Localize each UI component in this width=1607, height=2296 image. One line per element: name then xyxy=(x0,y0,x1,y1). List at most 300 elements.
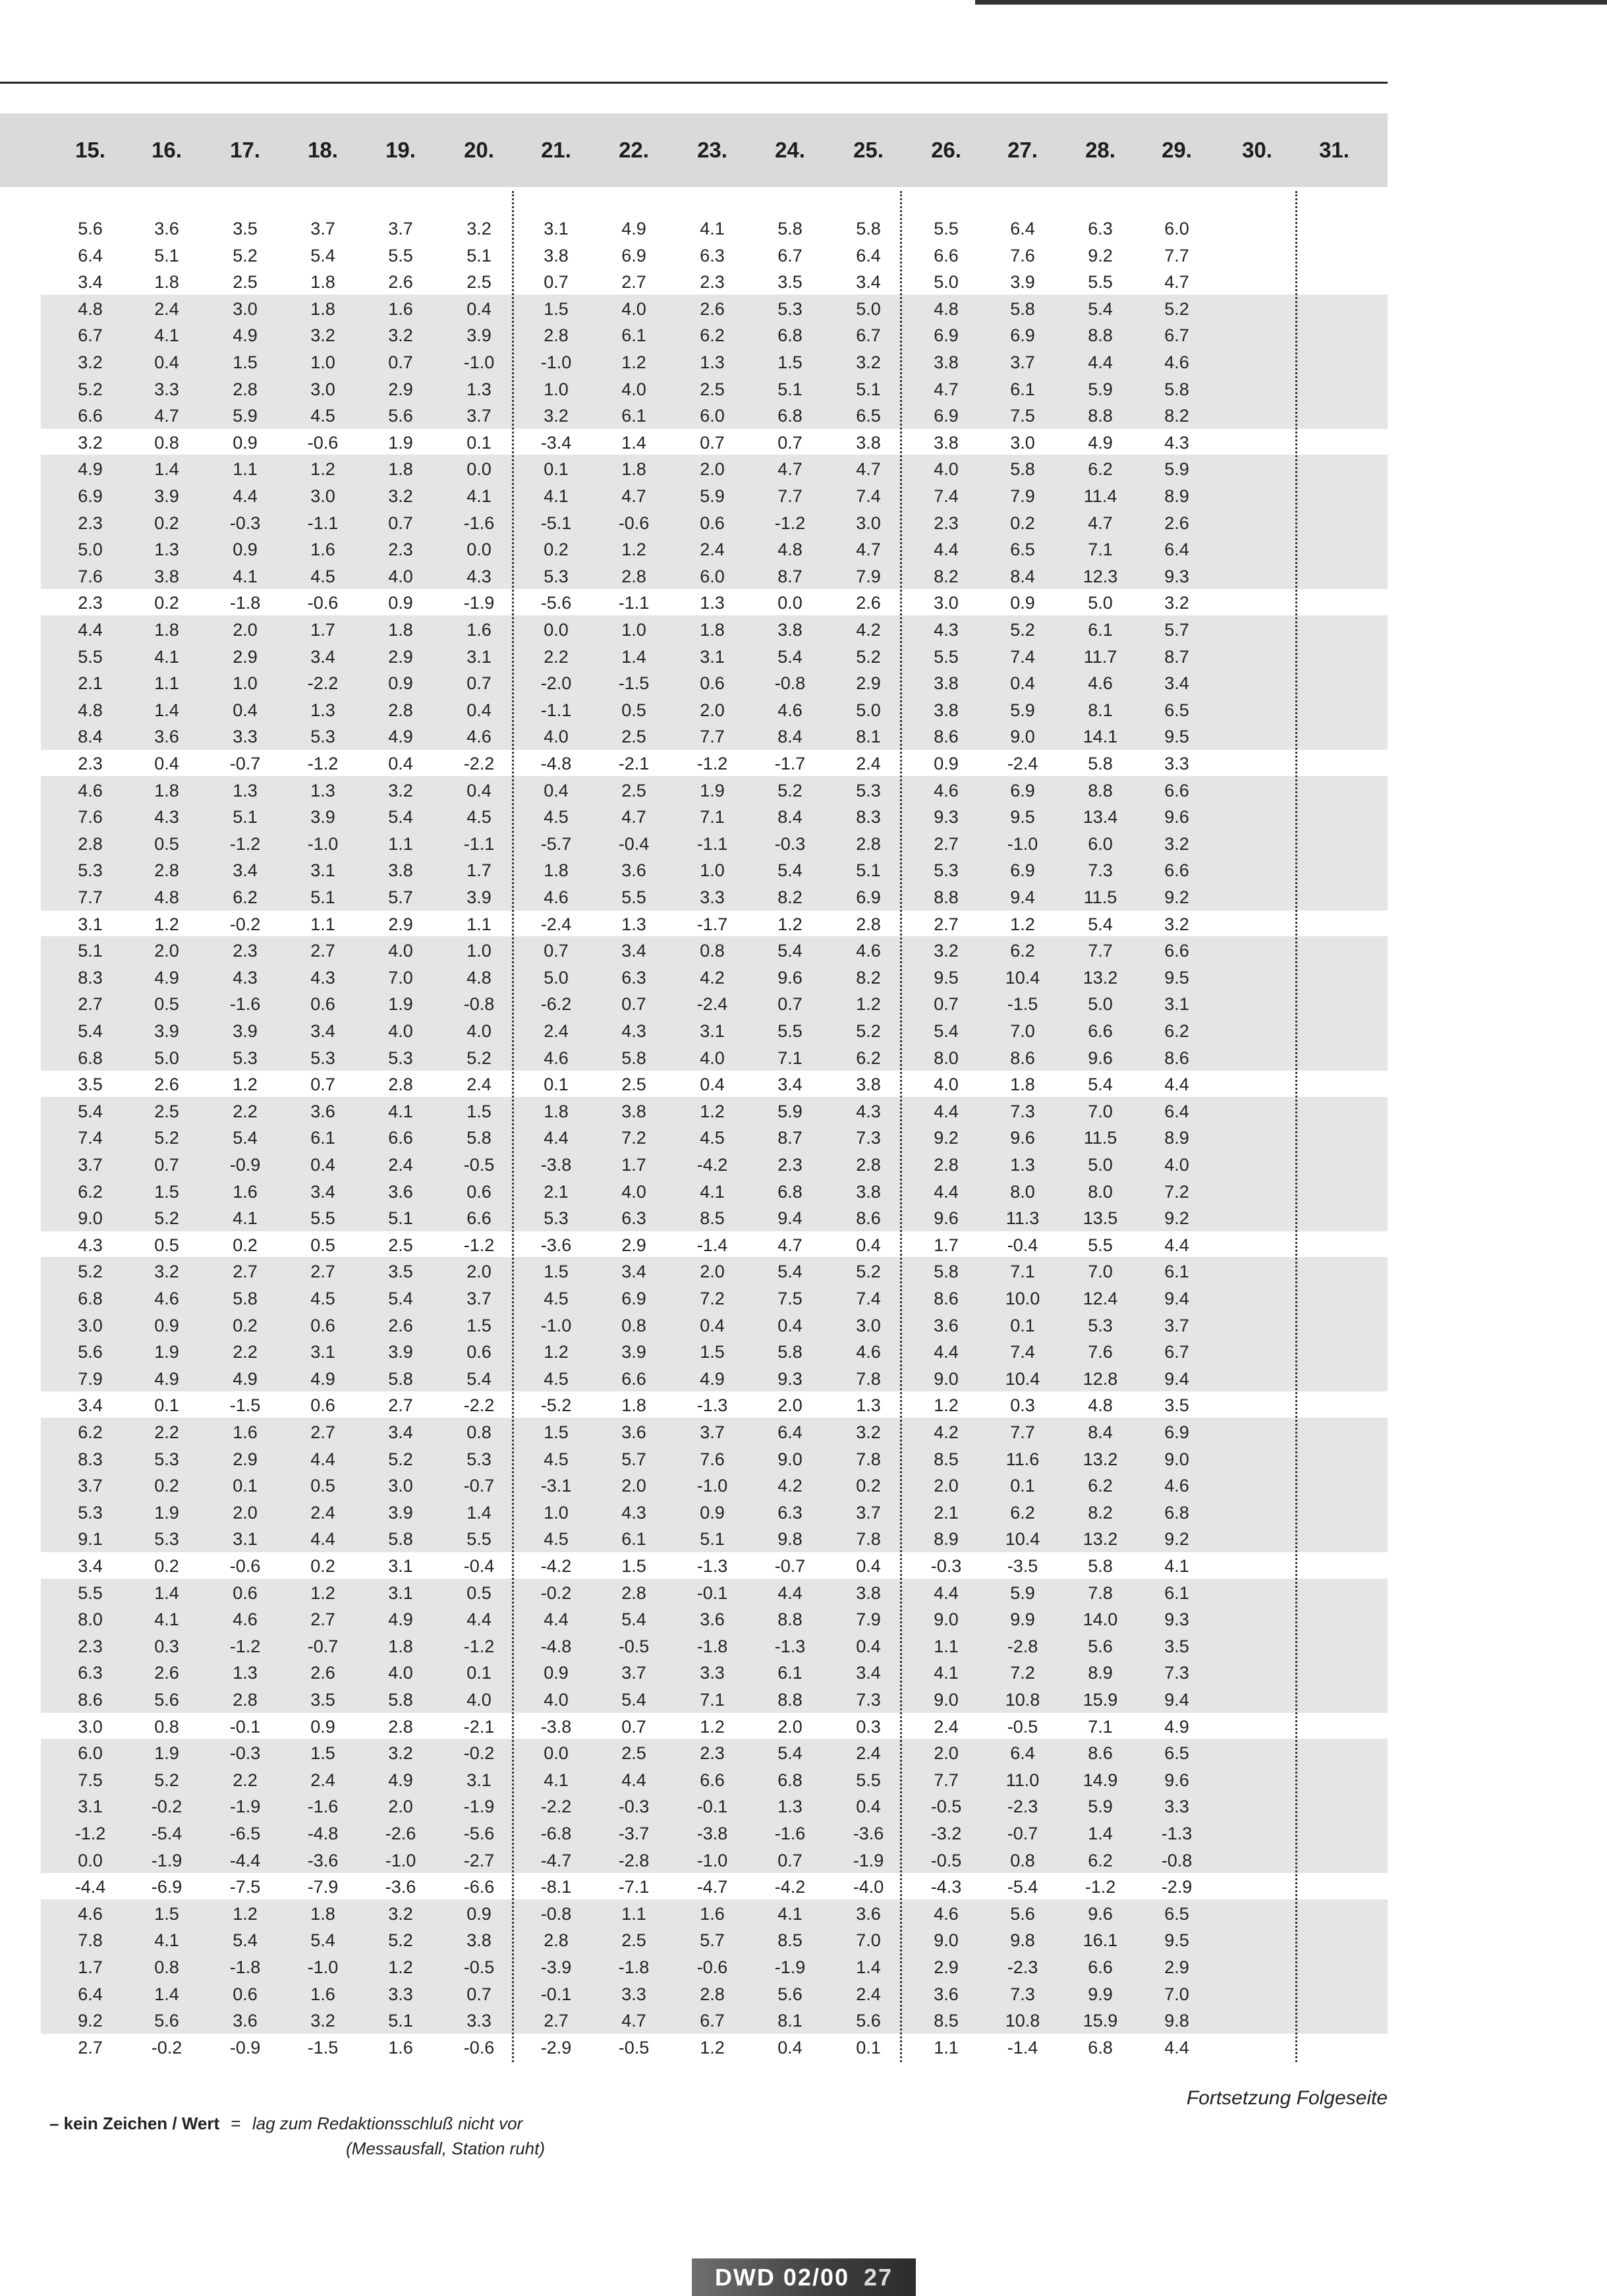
table-cell: 7.3 xyxy=(1010,1101,1035,1121)
table-cell: 6.3 xyxy=(777,1502,803,1523)
table-cell: 1.8 xyxy=(310,1903,335,1924)
table-cell: 0.1 xyxy=(544,459,569,480)
table-cell: 4.8 xyxy=(466,967,492,988)
table-cell: 3.2 xyxy=(310,2011,335,2031)
table-cell: 4.5 xyxy=(700,1128,725,1148)
table-cell: 6.1 xyxy=(1164,1262,1189,1282)
table-cell: 4.9 xyxy=(388,1770,413,1790)
table-cell: 7.5 xyxy=(78,1770,103,1790)
table-cell: 4.1 xyxy=(544,486,569,506)
table-cell: 7.8 xyxy=(856,1449,881,1469)
table-cell: 0.4 xyxy=(154,754,179,773)
table-cell: -1.3 xyxy=(696,1395,728,1416)
table-cell: 2.9 xyxy=(934,1957,959,1977)
publication-label: DWD 02/00 xyxy=(714,2264,850,2291)
table-cell: 5.0 xyxy=(856,700,881,720)
table-cell: -6.6 xyxy=(463,1877,495,1897)
table-cell: 9.0 xyxy=(934,1690,959,1710)
table-cell: 3.4 xyxy=(856,272,881,293)
table-cell: 0.9 xyxy=(466,1903,492,1924)
table-cell: 1.3 xyxy=(154,540,179,560)
table-cell: 2.6 xyxy=(154,1075,179,1095)
table-cell: 3.8 xyxy=(621,1101,646,1121)
table-cell: 7.7 xyxy=(1010,1422,1035,1442)
table-cell: 5.0 xyxy=(1088,593,1113,613)
table-cell: -1.2 xyxy=(696,754,728,773)
table-cell: 0.4 xyxy=(544,780,569,800)
table-cell: 3.1 xyxy=(78,1797,103,1817)
table-cell: 3.5 xyxy=(233,219,258,238)
table-cell: 3.6 xyxy=(934,1984,959,2004)
table-cell: 3.1 xyxy=(700,646,725,667)
table-cell: 8.3 xyxy=(78,1449,103,1469)
table-cell: 8.9 xyxy=(1088,1663,1113,1683)
table-cell: 0.7 xyxy=(388,352,413,372)
table-cell: 4.8 xyxy=(154,887,179,907)
table-cell: 1.3 xyxy=(466,379,492,399)
table-cell: 4.6 xyxy=(856,1342,881,1362)
table-cell: 1.2 xyxy=(233,1903,258,1924)
table-cell: -4.4 xyxy=(229,1850,261,1870)
table-cell: 3.0 xyxy=(856,513,881,533)
table-cell: 4.7 xyxy=(621,486,646,506)
table-cell: 3.0 xyxy=(78,1716,103,1737)
table-cell: 2.2 xyxy=(544,646,569,667)
table-cell: 5.4 xyxy=(310,1930,335,1951)
table-cell: 9.6 xyxy=(777,967,803,988)
table-cell: -1.0 xyxy=(307,1957,339,1977)
column-header-day: 15. xyxy=(75,138,105,162)
table-cell: -1.2 xyxy=(307,754,339,773)
table-cell: -0.7 xyxy=(307,1636,339,1656)
table-cell: 2.0 xyxy=(233,620,258,640)
table-cell: -1.9 xyxy=(853,1850,884,1870)
table-cell: 5.2 xyxy=(856,646,881,667)
table-cell: 4.0 xyxy=(466,1021,492,1041)
table-cell: 2.1 xyxy=(78,673,103,694)
table-cell: 0.6 xyxy=(466,1181,492,1202)
table-cell: 9.0 xyxy=(934,1610,959,1630)
table-cell: -1.2 xyxy=(74,1824,106,1843)
table-cell: 1.0 xyxy=(466,941,492,961)
table-cell: 3.2 xyxy=(388,780,413,800)
table-cell: 5.2 xyxy=(154,1128,179,1148)
table-cell: 3.1 xyxy=(78,914,103,934)
table-cell: 1.2 xyxy=(777,914,803,934)
table-cell: 2.1 xyxy=(544,1181,569,1202)
table-cell: -2.6 xyxy=(385,1824,416,1843)
table-cell: 4.9 xyxy=(78,459,103,480)
table-cell: 2.4 xyxy=(934,1716,959,1737)
table-cell: 9.9 xyxy=(1010,1610,1035,1630)
table-cell: 2.7 xyxy=(310,1262,335,1282)
table-cell: 3.2 xyxy=(388,1743,413,1764)
table-cell: 4.2 xyxy=(777,1476,803,1496)
table-cell: 7.7 xyxy=(78,887,103,907)
table-cell: 3.9 xyxy=(466,887,492,907)
table-cell: 4.1 xyxy=(233,566,258,586)
table-cell: 9.5 xyxy=(1164,1930,1189,1951)
table-cell: 0.8 xyxy=(700,941,725,961)
table-cell: 0.2 xyxy=(1010,513,1035,533)
table-cell: 6.8 xyxy=(78,1289,103,1308)
table-cell: 6.3 xyxy=(621,1208,646,1229)
table-cell: 2.4 xyxy=(700,540,725,560)
table-cell: 4.5 xyxy=(310,566,335,586)
table-cell: 5.9 xyxy=(777,1101,803,1121)
table-cell: 6.5 xyxy=(1164,700,1189,720)
table-cell: 1.1 xyxy=(310,914,335,934)
table-cell: -1.4 xyxy=(1007,2037,1038,2058)
table-cell: 7.2 xyxy=(700,1289,725,1308)
table-cell: 1.9 xyxy=(388,432,413,453)
table-cell: 1.4 xyxy=(154,459,179,480)
table-cell: 5.4 xyxy=(310,245,335,266)
table-cell: -2.1 xyxy=(463,1716,495,1737)
table-cell: 4.7 xyxy=(777,1235,803,1255)
table-cell: 2.1 xyxy=(934,1502,959,1523)
table-cell: 0.1 xyxy=(233,1476,258,1496)
column-header-day: 26. xyxy=(931,138,961,162)
table-cell: 8.6 xyxy=(1010,1048,1035,1068)
table-cell: -0.7 xyxy=(1007,1824,1038,1843)
table-cell: 3.3 xyxy=(700,887,725,907)
table-cell: 0.7 xyxy=(621,994,646,1015)
table-cell: 6.6 xyxy=(78,406,103,426)
table-cell: 4.6 xyxy=(1164,1476,1189,1496)
table-cell: 8.2 xyxy=(1088,1502,1113,1523)
table-cell: 3.1 xyxy=(310,860,335,881)
table-cell: 0.4 xyxy=(777,1315,803,1335)
table-cell: 5.3 xyxy=(1088,1315,1113,1335)
table-cell: 0.2 xyxy=(154,513,179,533)
table-cell: 6.5 xyxy=(1164,1903,1189,1924)
table-cell: 8.6 xyxy=(934,727,959,747)
table-cell: 0.1 xyxy=(1010,1476,1035,1496)
table-cell: 2.5 xyxy=(154,1101,179,1121)
table-cell: 2.0 xyxy=(233,1502,258,1523)
table-cell: 0.5 xyxy=(154,994,179,1015)
table-cell: -0.3 xyxy=(618,1797,650,1817)
table-cell: -2.7 xyxy=(463,1850,495,1870)
table-cell: 4.8 xyxy=(1088,1395,1113,1416)
table-cell: 1.3 xyxy=(1010,1155,1035,1175)
table-cell: 0.0 xyxy=(78,1850,103,1870)
table-cell: 4.0 xyxy=(934,459,959,480)
table-cell: 2.7 xyxy=(544,2011,569,2031)
table-cell: 2.7 xyxy=(934,833,959,854)
table-cell: 7.7 xyxy=(934,1770,959,1790)
table-cell: 5.4 xyxy=(78,1021,103,1041)
table-cell: -3.7 xyxy=(618,1824,650,1843)
table-cell: 2.4 xyxy=(310,1502,335,1523)
table-cell: 1.8 xyxy=(388,459,413,480)
table-cell: 5.8 xyxy=(1088,1556,1113,1576)
table-cell: 9.5 xyxy=(1164,727,1189,747)
table-cell: -0.2 xyxy=(463,1743,495,1764)
table-cell: -4.8 xyxy=(307,1824,339,1843)
column-header-day: 16. xyxy=(152,138,182,162)
table-cell: 2.6 xyxy=(310,1663,335,1683)
table-cell: 5.3 xyxy=(310,1048,335,1068)
table-cell: -1.3 xyxy=(774,1636,806,1656)
table-cell: 9.4 xyxy=(777,1208,803,1229)
table-cell: 2.0 xyxy=(621,1476,646,1496)
column-group-divider xyxy=(900,191,902,2062)
table-cell: 0.4 xyxy=(700,1315,725,1335)
table-cell: 2.8 xyxy=(700,1984,725,2004)
table-cell: -2.0 xyxy=(540,673,572,694)
table-cell: 3.3 xyxy=(1164,1797,1189,1817)
table-cell: 3.8 xyxy=(856,1582,881,1603)
column-header-day: 25. xyxy=(853,138,884,162)
table-cell: 6.1 xyxy=(621,1529,646,1550)
table-cell: 0.7 xyxy=(777,432,803,453)
table-cell: 2.9 xyxy=(233,646,258,667)
table-cell: 3.8 xyxy=(544,245,569,266)
table-cell: 4.4 xyxy=(934,540,959,560)
table-cell: 0.7 xyxy=(466,673,492,694)
table-cell: 2.3 xyxy=(388,540,413,560)
table-cell: 5.3 xyxy=(78,1502,103,1523)
table-cell: 6.3 xyxy=(700,245,725,266)
table-cell: -0.9 xyxy=(229,1155,261,1175)
table-cell: -3.9 xyxy=(540,1957,572,1977)
table-cell: -1.8 xyxy=(229,593,261,613)
table-cell: 9.0 xyxy=(934,1368,959,1389)
table-cell: 3.4 xyxy=(78,1556,103,1576)
table-cell: 1.8 xyxy=(544,1101,569,1121)
table-cell: 0.8 xyxy=(466,1422,492,1442)
table-cell: 0.4 xyxy=(466,298,492,319)
table-cell: 5.4 xyxy=(777,941,803,961)
table-cell: 8.3 xyxy=(856,807,881,827)
table-cell: 6.8 xyxy=(1088,2037,1113,2058)
table-cell: 2.4 xyxy=(544,1021,569,1041)
table-cell: -5.2 xyxy=(540,1395,572,1416)
table-cell: 8.8 xyxy=(1088,780,1113,800)
table-cell: 3.6 xyxy=(154,219,179,238)
table-cell: 3.4 xyxy=(78,1395,103,1416)
table-cell: 3.7 xyxy=(388,219,413,238)
table-cell: -1.1 xyxy=(696,833,728,854)
table-cell: 8.8 xyxy=(934,887,959,907)
table-cell: 5.3 xyxy=(856,780,881,800)
table-cell: 4.0 xyxy=(388,1021,413,1041)
table-cell: 0.5 xyxy=(310,1235,335,1255)
table-cell: 4.1 xyxy=(777,1903,803,1924)
table-cell: -2.2 xyxy=(540,1797,572,1817)
table-cell: 2.0 xyxy=(466,1262,492,1282)
table-cell: 3.8 xyxy=(388,860,413,881)
table-cell: 4.6 xyxy=(544,887,569,907)
table-cell: 0.0 xyxy=(544,1743,569,1764)
table-cell: 3.8 xyxy=(777,620,803,640)
table-cell: 9.8 xyxy=(1164,2011,1189,2031)
table-cell: 8.9 xyxy=(1164,1128,1189,1148)
table-cell: 8.9 xyxy=(934,1529,959,1550)
table-cell: 7.2 xyxy=(1164,1181,1189,1202)
table-cell: 5.4 xyxy=(621,1690,646,1710)
table-cell: -1.3 xyxy=(696,1556,728,1576)
table-cell: 7.0 xyxy=(1164,1984,1189,2004)
table-cell: 3.9 xyxy=(154,1021,179,1041)
table-cell: 1.3 xyxy=(233,780,258,800)
table-cell: 3.6 xyxy=(621,860,646,881)
table-cell: 2.8 xyxy=(154,860,179,881)
table-cell: 5.1 xyxy=(78,941,103,961)
table-cell: 1.6 xyxy=(388,2037,413,2058)
table-cell: 6.8 xyxy=(78,1048,103,1068)
table-cell: 5.3 xyxy=(777,298,803,319)
table-cell: 0.7 xyxy=(777,994,803,1015)
table-cell: 6.1 xyxy=(621,325,646,346)
table-cell: 6.9 xyxy=(1010,780,1035,800)
column-header-day: 27. xyxy=(1007,138,1038,162)
table-cell: 1.4 xyxy=(466,1502,492,1523)
table-cell: 6.9 xyxy=(934,325,959,346)
table-cell: 5.5 xyxy=(388,245,413,266)
table-cell: 4.8 xyxy=(934,298,959,319)
table-cell: 5.0 xyxy=(856,298,881,319)
footnote-equals: = xyxy=(231,2114,241,2133)
table-cell: 8.8 xyxy=(777,1690,803,1710)
table-cell: 0.2 xyxy=(233,1235,258,1255)
table-cell: 3.5 xyxy=(310,1690,335,1710)
table-cell: 7.6 xyxy=(78,566,103,586)
table-cell: 2.6 xyxy=(388,1315,413,1335)
table-cell: 0.2 xyxy=(154,1556,179,1576)
table-cell: 9.8 xyxy=(777,1529,803,1550)
table-cell: 6.2 xyxy=(1088,459,1113,480)
table-cell: 1.6 xyxy=(233,1422,258,1442)
table-cell: 11.3 xyxy=(1005,1208,1040,1229)
table-cell: -2.4 xyxy=(1007,754,1038,773)
table-cell: 2.4 xyxy=(856,754,881,773)
table-cell: 3.7 xyxy=(78,1476,103,1496)
table-cell: 2.9 xyxy=(856,673,881,694)
table-cell: -1.5 xyxy=(618,673,650,694)
table-cell: 8.4 xyxy=(78,727,103,747)
table-cell: 2.9 xyxy=(388,646,413,667)
table-cell: 4.9 xyxy=(621,219,646,238)
table-cell: -1.2 xyxy=(463,1636,495,1656)
table-cell: 1.0 xyxy=(544,1502,569,1523)
table-cell: 5.2 xyxy=(1164,298,1189,319)
table-cell: 9.3 xyxy=(1164,566,1189,586)
table-cell: 3.5 xyxy=(388,1262,413,1282)
table-cell: 1.0 xyxy=(233,673,258,694)
table-cell: 3.8 xyxy=(154,566,179,586)
table-cell: 6.7 xyxy=(856,325,881,346)
table-cell: 10.4 xyxy=(1005,967,1040,988)
table-cell: 13.2 xyxy=(1083,967,1118,988)
table-cell: -0.4 xyxy=(463,1556,495,1576)
table-cell: 1.5 xyxy=(621,1556,646,1576)
table-cell: 5.8 xyxy=(856,219,881,238)
table-cell: 6.9 xyxy=(1164,1422,1189,1442)
table-cell: 3.8 xyxy=(856,1075,881,1095)
table-cell: 0.5 xyxy=(154,833,179,854)
table-cell: 3.1 xyxy=(700,1021,725,1041)
table-cell: 6.1 xyxy=(310,1128,335,1148)
table-cell: 5.0 xyxy=(1088,994,1113,1015)
table-cell: 1.6 xyxy=(466,620,492,640)
table-cell: 4.3 xyxy=(466,566,492,586)
table-cell: -2.2 xyxy=(463,1395,495,1416)
table-cell: 5.0 xyxy=(1088,1155,1113,1175)
table-cell: -1.0 xyxy=(540,1315,572,1335)
table-cell: 2.2 xyxy=(154,1422,179,1442)
table-cell: 6.1 xyxy=(1088,620,1113,640)
table-cell: 3.0 xyxy=(856,1315,881,1335)
table-cell: 2.5 xyxy=(233,272,258,293)
column-header-day: 20. xyxy=(464,138,494,162)
table-cell: 9.5 xyxy=(1164,967,1189,988)
table-cell: -5.4 xyxy=(151,1824,183,1843)
table-cell: -0.3 xyxy=(930,1556,962,1576)
table-cell: 5.3 xyxy=(388,1048,413,1068)
table-cell: 3.8 xyxy=(934,432,959,453)
table-cell: 4.1 xyxy=(700,219,725,238)
table-cell: 4.9 xyxy=(310,1368,335,1389)
table-cell: 6.6 xyxy=(1164,860,1189,881)
table-cell: 5.1 xyxy=(856,379,881,399)
table-cell: 6.3 xyxy=(78,1663,103,1683)
table-cell: 2.8 xyxy=(856,1155,881,1175)
table-cell: 1.3 xyxy=(310,780,335,800)
table-cell: 3.7 xyxy=(466,1289,492,1308)
table-cell: 9.0 xyxy=(934,1930,959,1951)
table-cell: 2.9 xyxy=(233,1449,258,1469)
table-cell: 2.7 xyxy=(621,272,646,293)
table-cell: 5.3 xyxy=(154,1529,179,1550)
table-cell: 9.4 xyxy=(1164,1289,1189,1308)
table-cell: 2.4 xyxy=(856,1984,881,2004)
table-cell: 2.4 xyxy=(310,1770,335,1790)
table-cell: -1.4 xyxy=(696,1235,728,1255)
table-cell: 1.9 xyxy=(388,994,413,1015)
table-cell: 6.3 xyxy=(1088,219,1113,238)
table-cell: 8.0 xyxy=(1088,1181,1113,1202)
table-cell: -1.2 xyxy=(774,513,806,533)
table-cell: 6.6 xyxy=(1164,941,1189,961)
table-cell: 1.5 xyxy=(700,1342,725,1362)
table-cell: -1.9 xyxy=(463,593,495,613)
table-cell: 0.4 xyxy=(310,1155,335,1175)
column-header-day: 22. xyxy=(619,138,649,162)
table-cell: 3.6 xyxy=(154,727,179,747)
table-cell: 8.7 xyxy=(777,1128,803,1148)
table-cell: 7.7 xyxy=(700,727,725,747)
table-cell: 1.4 xyxy=(621,432,646,453)
table-cell: -0.2 xyxy=(229,914,261,934)
table-cell: 4.6 xyxy=(1088,673,1113,694)
table-cell: -3.4 xyxy=(540,432,572,453)
table-cell: 9.2 xyxy=(1164,1529,1189,1550)
table-cell: 4.6 xyxy=(934,1903,959,1924)
table-cell: 2.3 xyxy=(78,754,103,773)
table-cell: 2.7 xyxy=(310,1610,335,1630)
table-cell: 9.6 xyxy=(934,1208,959,1229)
table-cell: 9.2 xyxy=(1164,887,1189,907)
table-cell: 7.4 xyxy=(856,1289,881,1308)
table-cell: -7.5 xyxy=(229,1877,261,1897)
table-cell: 1.9 xyxy=(700,780,725,800)
table-cell: 4.5 xyxy=(310,406,335,426)
table-cell: -1.6 xyxy=(307,1797,339,1817)
column-header-day: 18. xyxy=(308,138,338,162)
